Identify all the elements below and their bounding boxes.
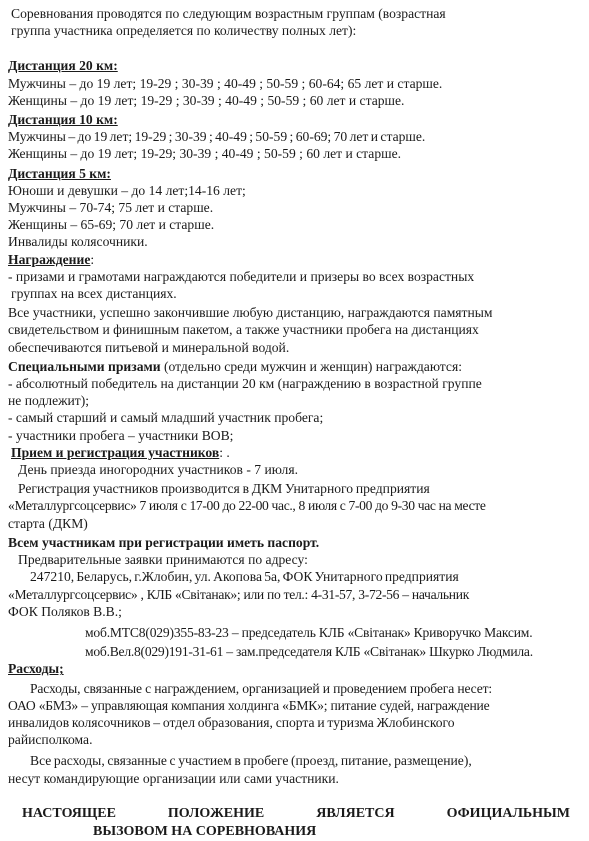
expenses-line-1: Расходы, связанные с награждением, организацией и проведением пробега несет: [30,680,493,696]
awards-heading-colon: : [90,251,95,267]
distance-10-men: Мужчины – до 19 лет; 19-29 ; 30-39 ; 40-49 ; 50-59 ; 60-69; 70 лет и старше. [8,129,426,145]
distance-20-heading: Дистанция 20 км: [8,58,118,74]
awards-heading: Награждение [8,251,91,267]
special-item-2: - самый старший и самый младший участник пробега; [8,410,324,426]
distance-5-wheelchair: Инвалиды колясочники. [8,234,148,250]
expenses-line-2: ОАО «БМЗ» – управляющая компания холдинга «БМК»; питание судей, награждение [8,697,490,713]
distance-5-women: Женщины – 65-69; 70 лет и старше. [8,217,215,233]
registration-address-1: 247210, Беларусь, г.Жлобин, ул. Акопова 5а, ФОК Унитарного предприятия [30,569,459,585]
expenses-heading: Расходы; [8,661,64,677]
awards-section [8,251,581,356]
awards-p2-line-3: обеспечиваются питьевой и минеральной водой. [8,339,290,355]
distance-20-men: Мужчины – до 19 лет; 19-29 ; 30-39 ; 40-49 ; 50-59 ; 60-64; 65 лет и старше. [8,75,443,91]
distance-10-women: Женщины – до 19 лет; 19-29; 30-39 ; 40-49 ; 50-59 ; 60 лет и старше. [8,146,402,162]
special-item-3: - участники пробега – участники ВОВ; [8,427,234,443]
awards-p2-line-1: Все участники, успешно закончившие любую дистанцию, награждаются памятным [8,305,493,321]
registration-heading-line [8,444,581,461]
awards-p2-line-2: свидетельством и финишным пакетом, а также участники пробега на дистанциях [8,322,479,338]
distance-5-section [8,165,581,251]
special-prizes-heading-rest: (отдельно среди мужчин и женщин) награждаются: [160,358,462,374]
distance-5-heading: Дистанция 5 км: [8,165,111,181]
awards-p1-line-2: группах на всех дистанциях. [11,286,177,302]
intro-line-2: группа участника определяется по количеству полных лет): [11,23,357,39]
registration-passport: Всем участникам при регистрации иметь паспорт. [8,534,320,550]
registration-address-2: «Металлургсоцсервис» , КЛБ «Світанак»; или по тел.: 4-31-57, 3-72-56 – начальник [8,586,470,602]
special-prizes-section [8,358,581,444]
registration-address-3: ФОК Поляков В.В.; [8,603,122,619]
registration-pre-applications: Предварительные заявки принимаются по адресу: [18,552,308,568]
expenses-line-4: райисполкома. [8,732,93,748]
special-prizes-heading: Специальными призами [8,358,161,374]
registration-arrival: День приезда иногородних участников - 7 июля. [18,462,298,478]
registration-mobile-2: моб.Вел.8(029)191-31-61 – зам.председателя КЛБ «Світанак» Шкурко Людмила. [85,644,533,660]
expenses-line-5: Все расходы, связанные с участием в пробеге (проезд, питание, размещение), [30,753,472,769]
distance-5-men: Мужчины – 70-74; 75 лет и старше. [8,200,214,216]
distance-20-women: Женщины – до 19 лет; 19-29 ; 30-39 ; 40-49 ; 50-59 ; 60 лет и старше. [8,92,405,108]
expenses-line-3: инвалидов колясочников – отдел образования, спорта и туризма Жлобинского [8,714,455,730]
registration-line-3: старта (ДКМ) [8,515,88,531]
special-item-1-line-2: не подлежит); [8,393,90,409]
awards-p1-line-1: - призами и грамотами награждаются победители и призеры во всех возрастных [8,268,475,284]
distance-10-heading: Дистанция 10 км: [8,112,118,128]
registration-heading: Прием и регистрация участников [11,444,220,460]
distance-5-youth: Юноши и девушки – до 14 лет;14-16 лет; [8,182,246,198]
final-statement [8,805,581,841]
final-statement-line-2: ВЫЗОВОМ НА СОРЕВНОВАНИЯ [93,823,317,839]
expenses-line-6: несут командирующие организации или сами участники. [8,770,339,786]
registration-line-1: Регистрация участников производится в ДКМ Унитарного предприятия [18,481,430,497]
registration-heading-tail: : . [219,444,230,460]
distance-20-section [8,57,581,109]
intro [8,5,581,39]
expenses-section [8,660,581,786]
final-statement-line-1: НАСТОЯЩЕЕ ПОЛОЖЕНИЕ ЯВЛЯЕТСЯ ОФИЦИАЛЬНЫМ [22,805,570,821]
awards-heading-line [8,251,581,268]
special-item-1-line-1: - абсолютный победитель на дистанции 20 км (награждению в возрастной группе [8,376,482,392]
registration-section [8,444,581,660]
registration-mobile-1: моб.МТС8(029)355-83-23 – председатель КЛБ «Світанак» Криворучко Максим. [85,624,533,640]
registration-line-2: «Металлургсоцсервис» 7 июля с 17-00 до 22-00 час., 8 июля с 7-00 до 9-30 час на месте [8,498,486,514]
special-prizes-heading-line [8,358,581,375]
distance-10-section [8,111,581,163]
intro-line-1: Соревнования проводятся по следующим возрастным группам (возрастная [11,6,446,21]
